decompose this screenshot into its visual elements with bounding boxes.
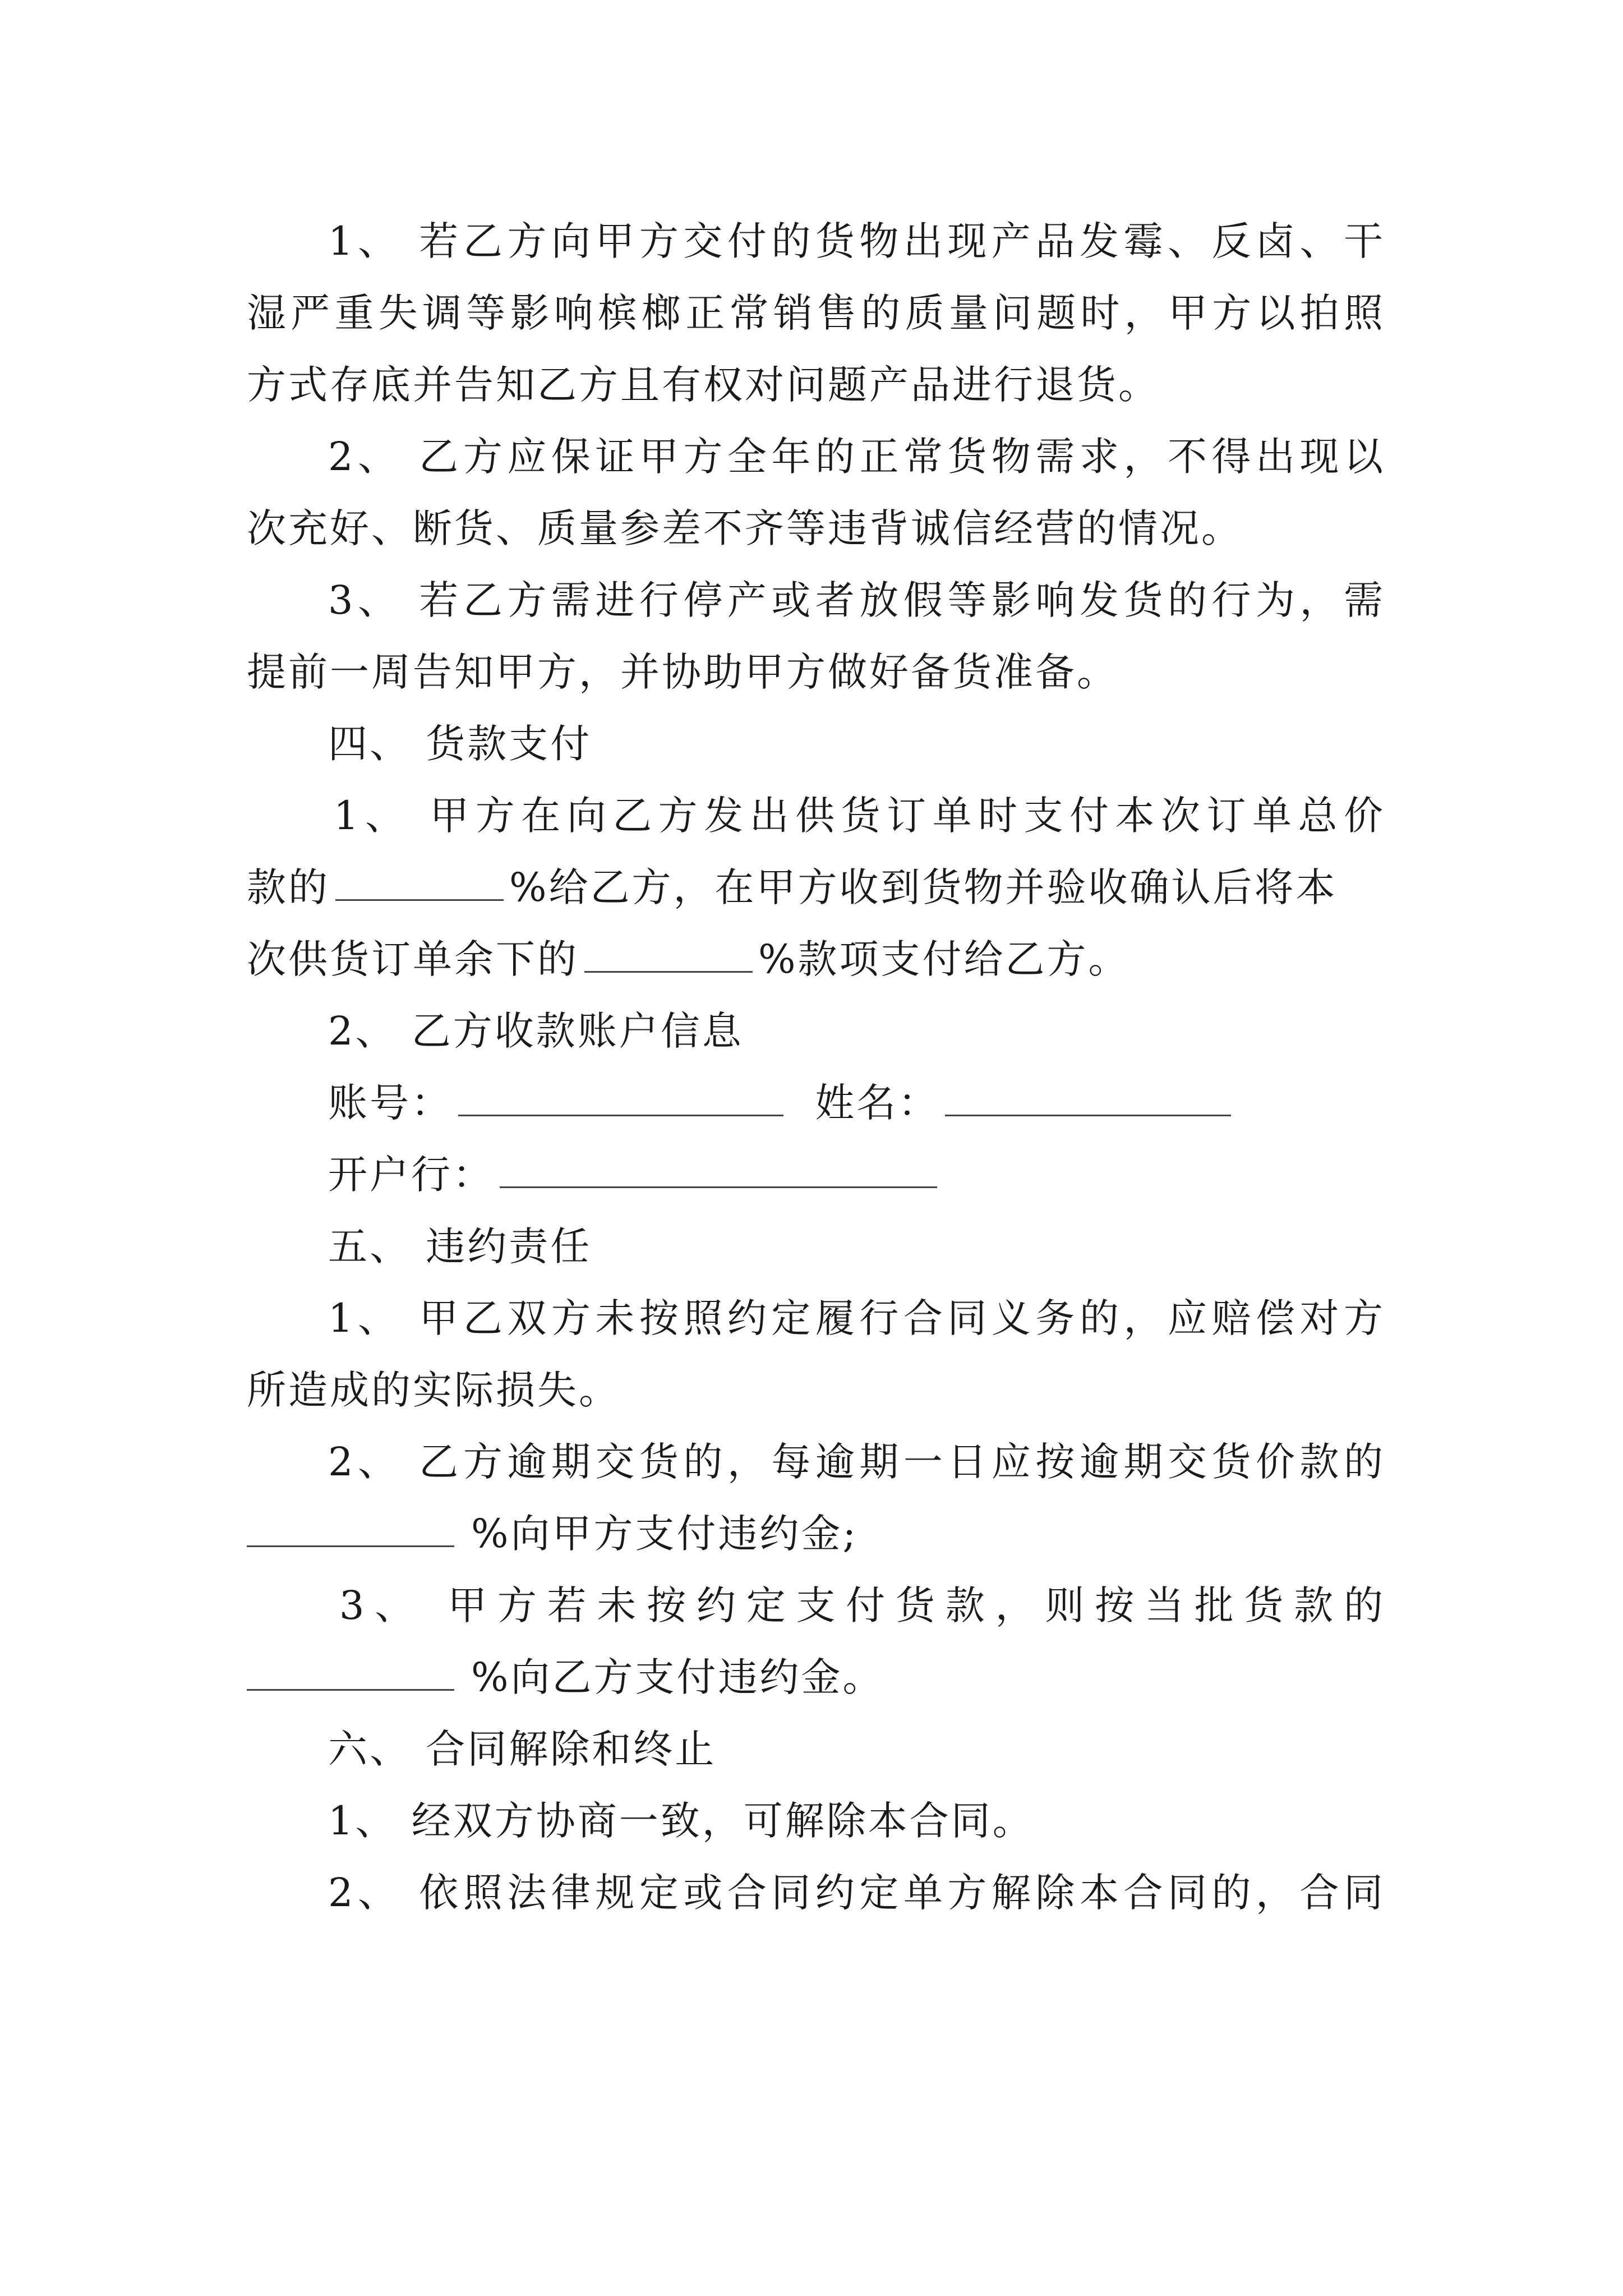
bank-label: 开户行： (328, 1152, 494, 1198)
clause-3-1-line-2: 湿严重失调等影响槟榔正常销售的质量问题时，甲方以拍照 (247, 290, 1385, 336)
name-label: 姓名： (815, 1080, 940, 1126)
account-blank[interactable] (458, 1075, 783, 1116)
clause-3-2-line-2: 次充好、断货、质量参差不齐等违背诚信经营的情况。 (247, 505, 1243, 551)
section-4-title: 四、 货款支付 (328, 721, 592, 767)
account-line (328, 1075, 1467, 1131)
clause-3-1-line-3: 方式存底并告知乙方且有权对问题产品进行退货。 (247, 362, 1160, 408)
account-label: 账号： (328, 1080, 453, 1126)
percent-blank-2[interactable] (584, 932, 753, 973)
name-blank[interactable] (945, 1075, 1231, 1116)
clause-3-3-line-1: 3、 若乙方需进行停产或者放假等影响发货的行为，需 (328, 577, 1385, 623)
clause-6-1: 1、 经双方协商一致，可解除本合同。 (328, 1798, 1034, 1844)
clause-5-3-text: %向乙方支付违约金。 (471, 1654, 884, 1700)
clause-5-1-line-2: 所造成的实际损失。 (247, 1367, 620, 1413)
clause-6-2-line-1: 2、 依照法律规定或合同约定单方解除本合同的，合同 (328, 1870, 1385, 1916)
bank-line (328, 1147, 1467, 1203)
bank-blank[interactable] (500, 1147, 937, 1188)
penalty-blank-2[interactable] (247, 1650, 454, 1691)
clause-4-1-line-3 (247, 931, 1385, 987)
clause-5-3-line-1: 3、 甲方若未按约定支付货款，则按当批货款的 (339, 1582, 1385, 1628)
clause-5-2-line-2 (247, 1506, 1385, 1562)
clause-4-1-text-a: 款的 (247, 864, 330, 910)
clause-4-1-line-2 (247, 859, 1385, 915)
section-5-title: 五、 违约责任 (328, 1223, 592, 1269)
clause-4-1-text-c: 次供货订单余下的 (247, 936, 579, 982)
clause-5-1-line-1: 1、 甲乙双方未按照约定履行合同义务的，应赔偿对方 (328, 1295, 1385, 1341)
clause-4-2: 2、 乙方收款账户信息 (328, 1008, 744, 1054)
clause-5-2-text: %向甲方支付违约金; (471, 1511, 859, 1557)
clause-3-1-line-1: 1、 若乙方向甲方交付的货物出现产品发霉、反卤、干 (328, 218, 1385, 264)
clause-4-1-text-d: %款项支付给乙方。 (758, 936, 1130, 982)
clause-4-1-line-1: 1、 甲方在向乙方发出供货订单时支付本次订单总价 (334, 793, 1385, 839)
clause-5-2-line-1: 2、 乙方逾期交货的，每逾期一日应按逾期交货价款的 (328, 1439, 1385, 1485)
penalty-blank-1[interactable] (247, 1506, 454, 1547)
clause-3-2-line-1: 2、 乙方应保证甲方全年的正常货物需求，不得出现以 (328, 434, 1385, 480)
section-6-title: 六、 合同解除和终止 (328, 1726, 717, 1772)
clause-4-1-text-b: %给乙方，在甲方收到货物并验收确认后将本 (509, 864, 1338, 910)
clause-3-3-line-2: 提前一周告知甲方，并协助甲方做好备货准备。 (247, 649, 1118, 695)
percent-blank-1[interactable] (335, 860, 504, 901)
clause-5-3-line-2 (247, 1649, 1385, 1705)
